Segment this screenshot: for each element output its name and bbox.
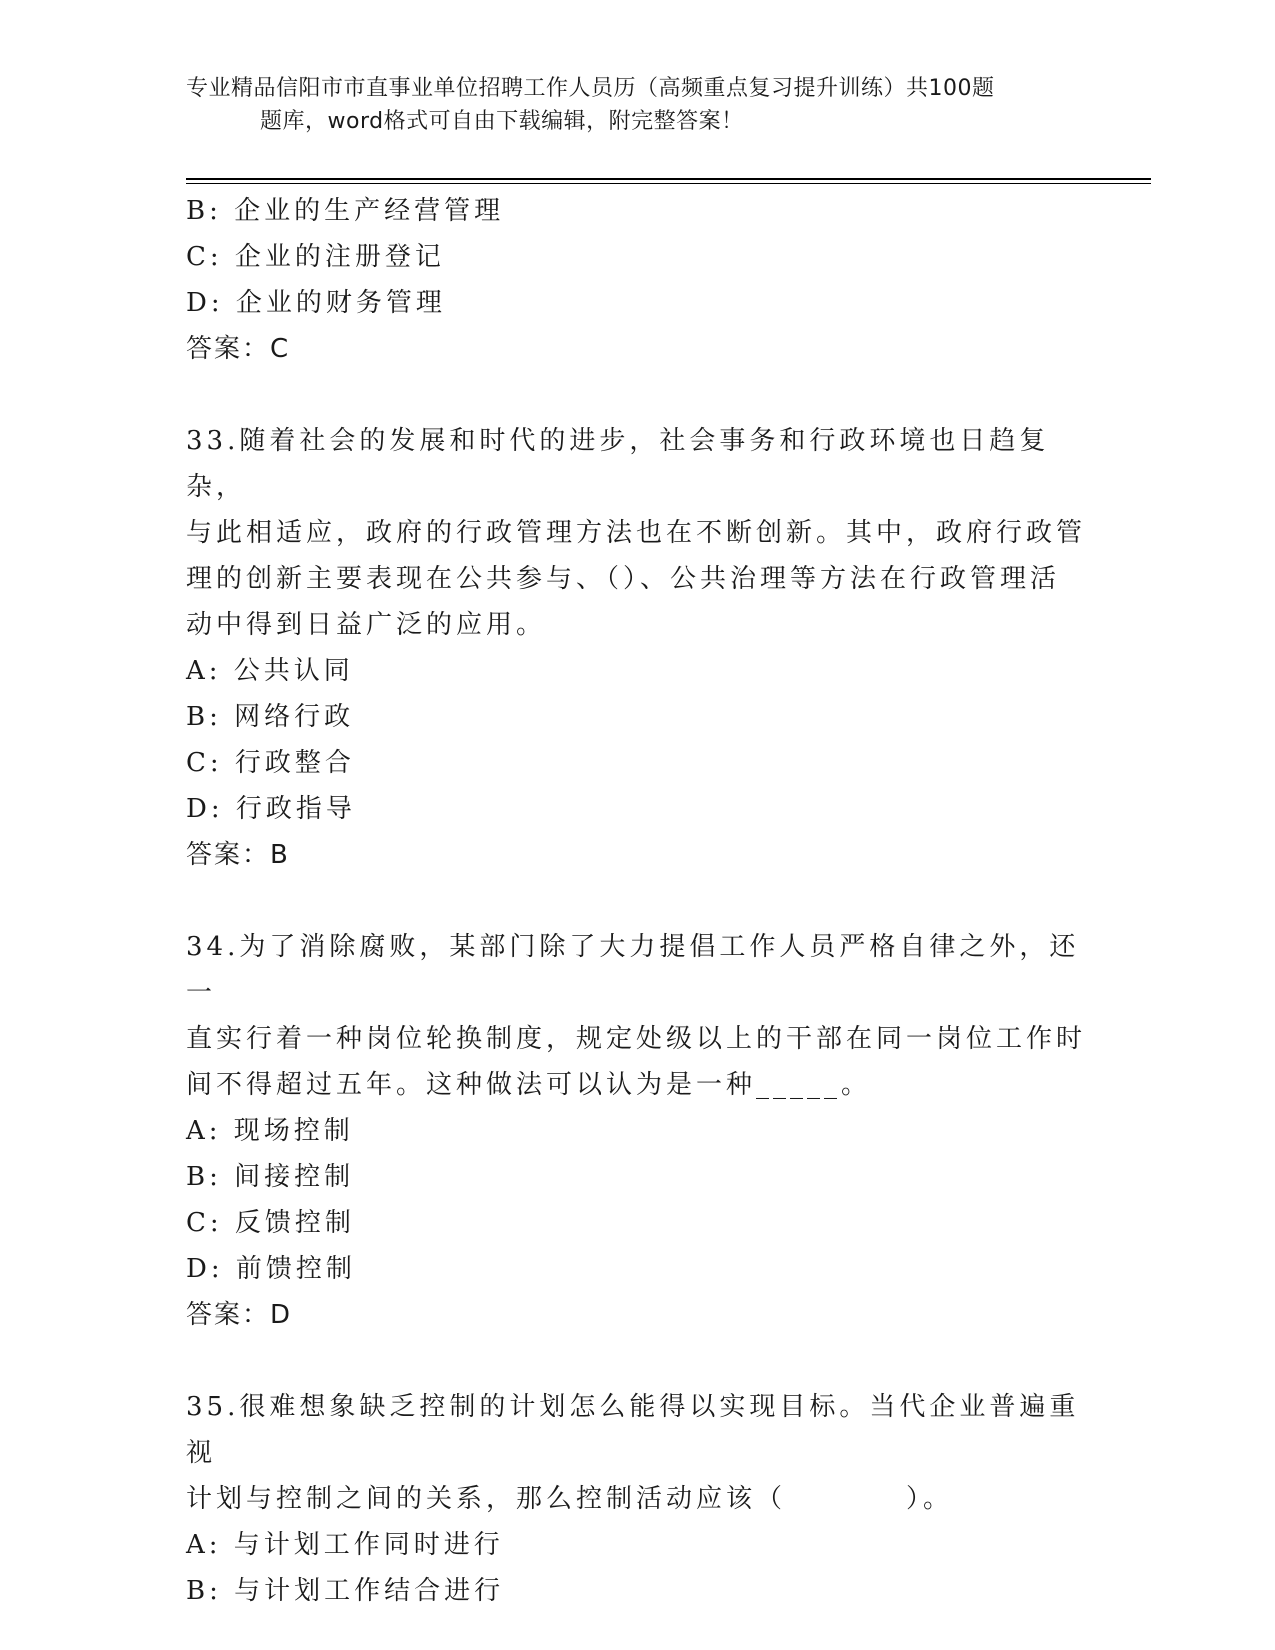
option-b: B: 企业的生产经营管理 (186, 196, 505, 226)
header-line-2: 题库，word格式可自由下载编辑，附完整答案！ (260, 109, 744, 134)
header-rule-thick (186, 178, 1151, 180)
option-b: B: 间接控制 (186, 1162, 355, 1192)
header-rule-thin (186, 183, 1151, 184)
option-c: C: 行政整合 (186, 748, 355, 778)
question-text-line: 间不得超过五年。这种做法可以认为是一种_____。 (186, 1070, 872, 1100)
question-35 (186, 1384, 1086, 1614)
question-list (186, 188, 1086, 1614)
question-34 (186, 924, 1086, 1338)
option-d: D: 行政指导 (186, 794, 356, 824)
question-text-line: 理的创新主要表现在公共参与、（）、公共治理等方法在行政管理活 (186, 564, 1061, 594)
option-a: A: 与计划工作同时进行 (186, 1530, 504, 1560)
option-a: A: 现场控制 (186, 1116, 354, 1146)
question-33 (186, 418, 1086, 878)
question-text-line: 直实行着一种岗位轮换制度，规定处级以上的干部在同一岗位工作时 (186, 1024, 1087, 1054)
answer: 答案：B (186, 840, 290, 870)
answer: 答案：C (186, 334, 291, 364)
question-text-line: 动中得到日益广泛的应用。 (186, 610, 547, 640)
question-text-line: 34.为了消除腐败，某部门除了大力提倡工作人员严格自律之外，还一 (186, 932, 1080, 1008)
spacer (186, 1338, 1086, 1384)
document-header (186, 72, 1086, 138)
question-text-line: 33.随着社会的发展和时代的进步，社会事务和行政环境也日趋复杂， (186, 426, 1050, 502)
question-text-line: 与此相适应，政府的行政管理方法也在不断创新。其中，政府行政管 (186, 518, 1087, 548)
answer: 答案：D (186, 1300, 293, 1330)
option-a: A: 公共认同 (186, 656, 354, 686)
option-c: C: 企业的注册登记 (186, 242, 445, 272)
option-c: C: 反馈控制 (186, 1208, 355, 1238)
question-32-continued (186, 188, 1086, 372)
spacer (186, 372, 1086, 418)
option-d: D: 前馈控制 (186, 1254, 356, 1284)
option-b: B: 与计划工作结合进行 (186, 1576, 505, 1606)
header-line-1: 专业精品信阳市市直事业单位招聘工作人员历（高频重点复习提升训练）共100题 (186, 76, 995, 101)
question-text-line: 35.很难想象缺乏控制的计划怎么能得以实现目标。当代企业普遍重视 (186, 1392, 1080, 1468)
spacer (186, 878, 1086, 924)
option-d: D: 企业的财务管理 (186, 288, 446, 318)
question-text-line: 计划与控制之间的关系，那么控制活动应该（ ）。 (186, 1484, 954, 1514)
option-b: B: 网络行政 (186, 702, 355, 732)
